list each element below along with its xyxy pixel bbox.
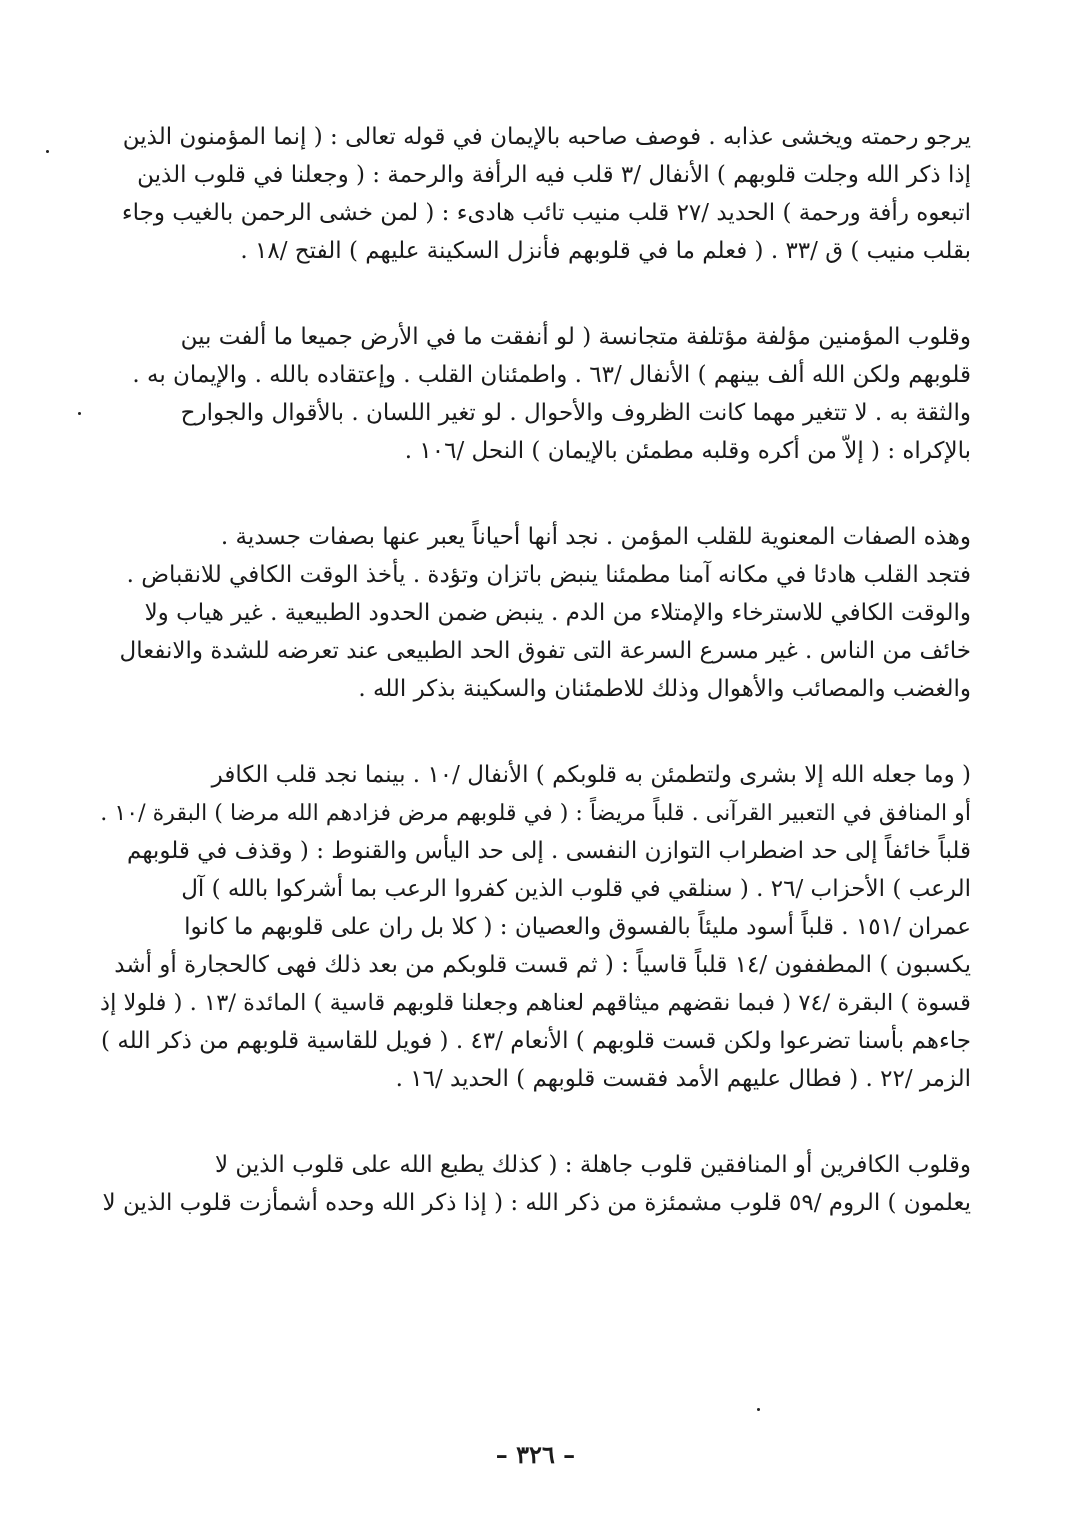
paragraph-5 — [100, 1146, 971, 1222]
page-number: – ٣٢٦ – — [495, 1440, 576, 1469]
text-line: اتبعوه رأفة ورحمة ) الحديد /٢٧ قلب منيب تائب هادىء : ( لمن خشى الرحمن بالغيب وجاء — [121, 200, 971, 226]
paragraph-1 — [100, 118, 971, 270]
paragraph-4 — [100, 756, 971, 1098]
scan-speck — [46, 150, 49, 153]
paragraph-3 — [100, 518, 971, 708]
text-line: والوقت الكافي للاسترخاء والإمتلاء من الدم . ينبض ضمن الحدود الطبيعية . غير هياب ولا — [144, 600, 971, 626]
paragraph-2 — [100, 318, 971, 470]
text-line: الزمر /٢٢ . ( فطال عليهم الأمد فقست قلوبهم ) الحديد /١٦ . — [395, 1066, 971, 1092]
text-line: وقلوب المؤمنين مؤلفة مؤتلفة متجانسة ( لو أنفقت ما في الأرض جميعا ما ألفت بين — [180, 324, 971, 350]
text-line: قلوبهم ولكن الله ألف بينهم ) الأنفال /٦٣ . واطمئنان القلب . وإعتقاده بالله . والإيمان به . — [132, 362, 971, 388]
text-line: فتجد القلب هادئا في مكانه آمنا مطمئنا ينبض باتزان وتؤدة . يأخذ الوقت الكافي للانقباض . — [126, 562, 971, 588]
text-line: يعلمون ) الروم /٥٩ قلوب مشمئزة من ذكر الله : ( إذا ذكر الله وحده أشمأزت قلوب الذين لا — [102, 1190, 971, 1216]
scan-speck — [757, 1408, 760, 1411]
text-line: قسوة ) البقرة /٧٤ ( فبما نقضهم ميثاقهم لعناهم وجعلنا قلوبهم قاسية ) المائدة /١٣ . ( فلولا إذ — [100, 990, 971, 1016]
text-line: جاءهم بأسنا تضرعوا ولكن قست قلوبهم ) الأنعام /٤٣ . ( فويل للقاسية قلوبهم من ذكر الله ) — [101, 1028, 971, 1054]
text-line: إذا ذكر الله وجلت قلوبهم ) الأنفال /٣ قلب فيه الرأفة والرحمة : ( وجعلنا في قلوب الذين — [137, 162, 971, 188]
scan-speck — [78, 412, 81, 415]
text-line: ( وما جعله الله إلا بشرى ولتطمئن به قلوبكم ) الأنفال /١٠ . بينما نجد قلب الكافر — [211, 762, 971, 788]
text-line: بالإكراه : ( إلاّ من أكره وقلبه مطمئن بالإيمان ) النحل /١٠٦ . — [404, 438, 971, 464]
text-line: وهذه الصفات المعنوية للقلب المؤمن . نجد أنها أحياناً يعبر عنها بصفات جسدية . — [220, 524, 971, 550]
page-body — [100, 118, 971, 1270]
text-line: خائف من الناس . غير مسرع السرعة التى تفوق الحد الطبيعى عند تعرضه للشدة والانفعال — [119, 638, 971, 664]
text-line: عمران /١٥١ . قلباً أسود مليئاً بالفسوق والعصيان : ( كلا بل ران على قلوبهم ما كانوا — [184, 914, 971, 940]
text-line: والغضب والمصائب والأهوال وذلك للاطمئنان والسكينة بذكر الله . — [358, 676, 971, 702]
text-line: أو المنافق في التعبير القرآنى . قلباً مريضاً : ( في قلوبهم مرض فزادهم الله مرضا ) البقرة /١٠ . — [100, 800, 971, 826]
text-line: والثقة به . لا تتغير مهما كانت الظروف والأحوال . لو تغير اللسان . بالأقوال والجوارح — [180, 400, 971, 426]
text-line: قلباً خائفاً إلى حد اضطراب التوازن النفسى . إلى حد اليأس والقنوط : ( وقذف في قلوبهم — [127, 838, 971, 864]
text-line: الرعب ) الأحزاب /٢٦ . ( سنلقي في قلوب الذين كفروا الرعب بما أشركوا بالله ) آل — [181, 876, 971, 902]
text-line: بقلب منيب ) ق /٣٣ . ( فعلم ما في قلوبهم فأنزل السكينة عليهم ) الفتح /١٨ . — [240, 238, 971, 264]
text-line: وقلوب الكافرين أو المنافقين قلوب جاهلة : ( كذلك يطبع الله على قلوب الذين لا — [214, 1152, 971, 1178]
text-line: يكسبون ) المطففون /١٤ قلباً قاسياً : ( ثم قست قلوبكم من بعد ذلك فهى كالحجارة أو أشد — [114, 952, 971, 978]
text-line: يرجو رحمته ويخشى عذابه . فوصف صاحبه بالإيمان في قوله تعالى : ( إنما المؤمنون الذين — [122, 124, 971, 150]
